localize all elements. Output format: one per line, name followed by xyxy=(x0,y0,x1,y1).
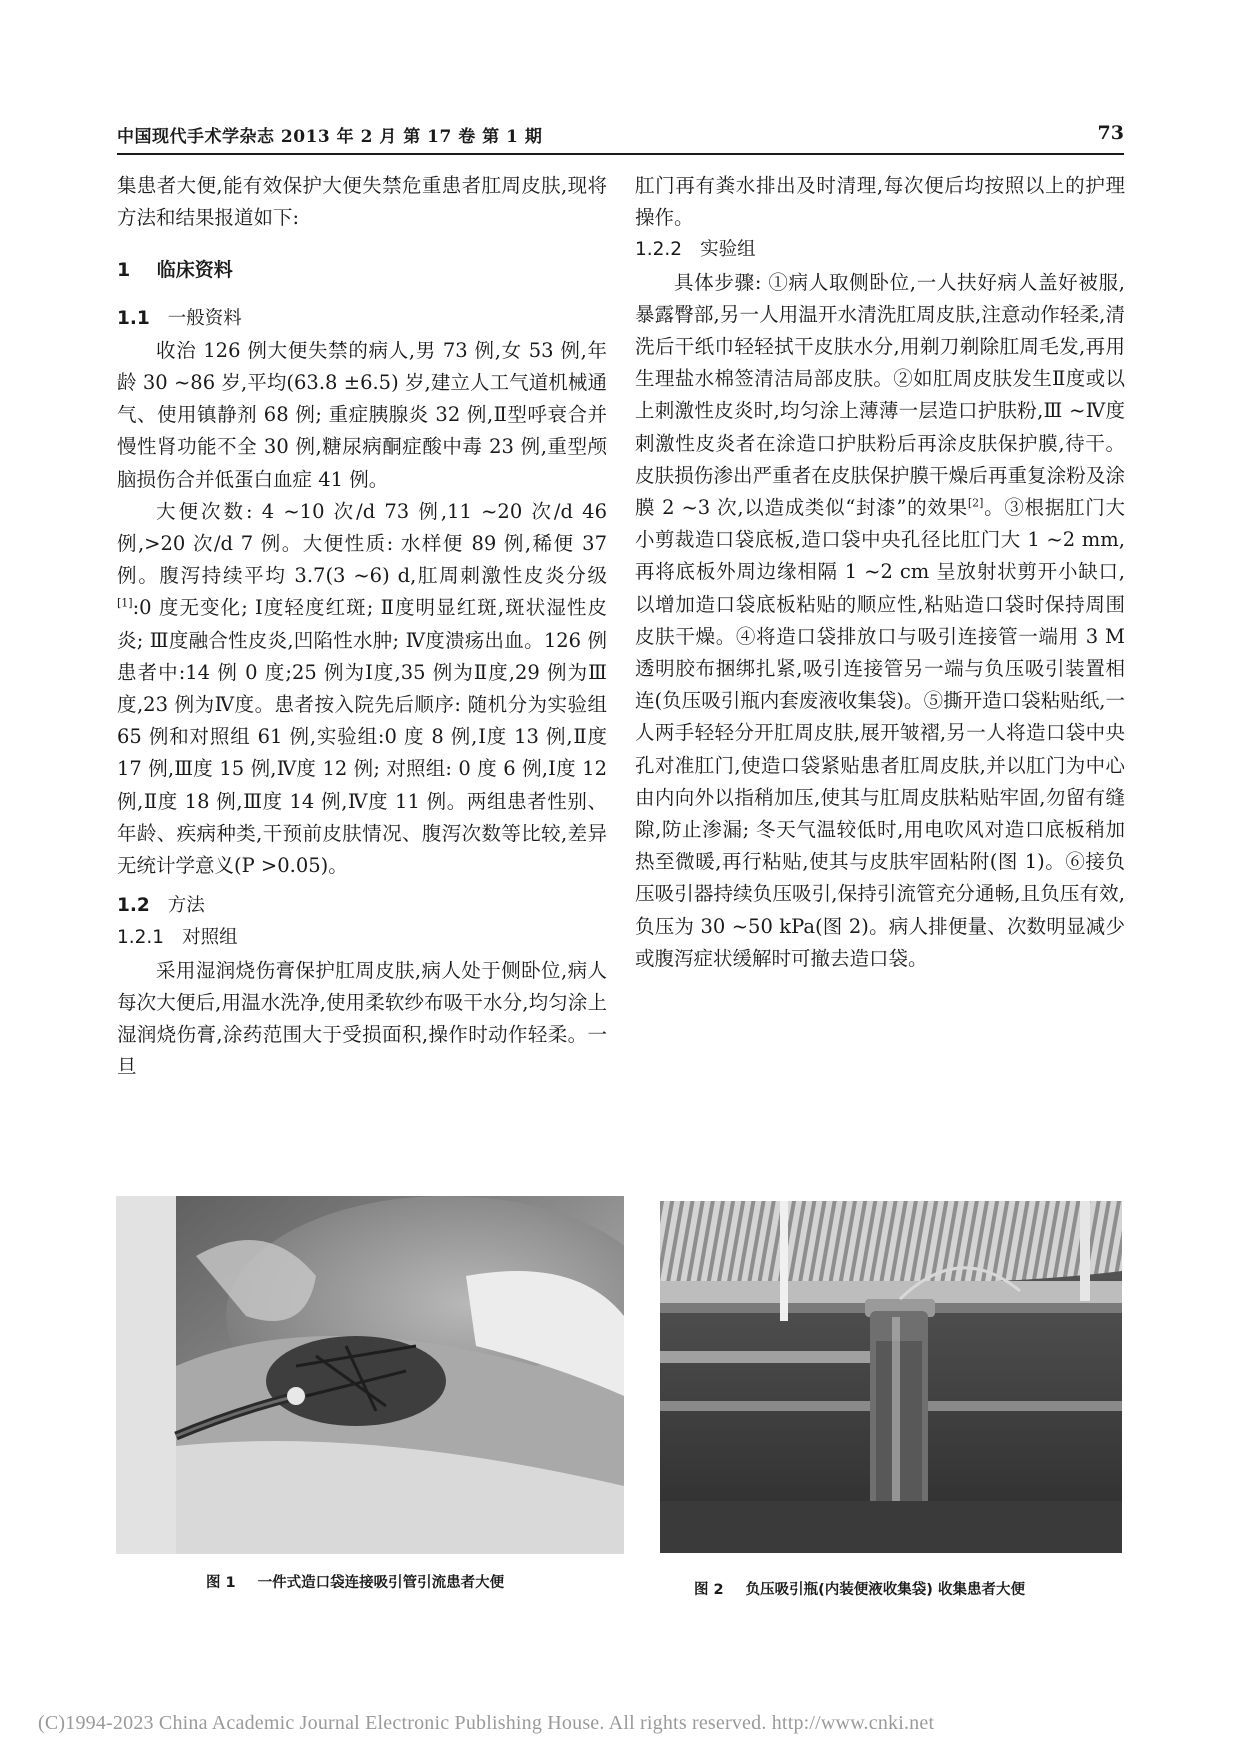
right-column xyxy=(635,170,1125,975)
figure-1-photo xyxy=(116,1196,624,1554)
section-heading-1 xyxy=(117,254,607,286)
page-number: 73 xyxy=(1097,122,1124,144)
stool-frequency-paragraph: 大便次数: 4 ~10 次/d 73 例,11 ~20 次/d 46 例,>20 次/d 7 例。大便性质: 水样便 89 例,稀便 37 例。腹泻持续平均 3.7(3 ~6) d,肛周刺激性皮炎分级[1]:0 度无变化; Ⅰ度轻度红斑; Ⅱ度明显红斑,斑状湿性皮炎; Ⅲ度融合性皮炎,凹陷性水肿; Ⅳ度溃疡出血。126 例患者中:14 例 0 度;25 例为Ⅰ度,35 例为Ⅱ度,29 例为Ⅲ度,23 例为Ⅳ度。患者按入院先后顺序: 随机分为实验组 65 例和对照组 61 例,实验组:0 度 8 例,Ⅰ度 13 例,Ⅱ度 17 例,Ⅲ度 15 例,Ⅳ度 12 例; 对照组: 0 度 6 例,Ⅰ度 12 例,Ⅱ度 18 例,Ⅲ度 14 例,Ⅳ度 11 例。两组患者性别、年龄、疾病种类,干预前皮肤情况、腹泻次数等比较,差异无统计学意义(P >0.05)。 xyxy=(117,499,607,878)
subsection-title: 实验组 xyxy=(700,239,756,261)
subsection-heading-1-2 xyxy=(117,890,607,922)
figure-label: 图 2 xyxy=(694,1582,724,1598)
left-column xyxy=(117,170,607,1083)
section-title: 临床资料 xyxy=(156,259,233,282)
figure-2-photo xyxy=(660,1201,1122,1553)
journal-citation: 中国现代手术学杂志 2013 年 2 月 第 17 卷 第 1 期 xyxy=(117,127,543,147)
general-info-paragraph: 收治 126 例大便失禁的病人,男 73 例,女 53 例,年龄 30 ~86 岁,平均(63.8 ±6.5) 岁,建立人工气道机械通气、使用镇静剂 68 例; 重症胰腺炎 32 例,Ⅱ型呼衰合并慢性肾功能不全 30 例,糖尿病酮症酸中毒 23 例,重型颅脑损伤合并低蛋白血症 41 例。 xyxy=(117,338,607,491)
citation-ref-2[interactable]: [2] xyxy=(967,496,984,510)
experimental-group-paragraph: 具体步骤: ①病人取侧卧位,一人扶好病人盖好被服,暴露臀部,另一人用温开水清洗肛周皮肤,注意动作轻柔,清洗后干纸巾轻轻拭干皮肤水分,用剃刀剃除肛周毛发,再用生理盐水棉签清洁局部皮肤。②如肛周皮肤发生Ⅱ度或以上刺激性皮炎时,均匀涂上薄薄一层造口护肤粉,Ⅲ ~Ⅳ度刺激性皮炎者在涂造口护肤粉后再涂皮肤保护膜,待干。皮肤损伤渗出严重者在皮肤保护膜干燥后再重复涂粉及涂膜 2 ~3 次,以造成类似“封漆”的效果[2]。③根据肛门大小剪裁造口袋底板,造口袋中央孔径比肛门大 1 ~2 mm,再将底板外周边缘相隔 1 ~2 cm 呈放射状剪开小缺口,以增加造口袋底板粘贴的顺应性,粘贴造口袋时保持周围皮肤干燥。④将造口袋排放口与吸引连接管一端用 3 M 透明胶布捆绑扎紧,吸引连接管另一端与负压吸引装置相连(负压吸引瓶内套废液收集袋)。⑤撕开造口袋粘贴纸,一人两手轻轻分开肛周皮肤,展开皱褶,另一人将造口袋中央孔对准肛门,使造口袋紧贴患者肛周皮肤,并以肛门为中心由内向外以指稍加压,使其与肛周皮肤粘贴牢固,勿留有缝隙,防止渗漏; 冬天气温较低时,用电吹风对造口底板稍加热至微暖,再行粘贴,使其与皮肤牢固粘附(图 1)。⑥接负压吸引器持续负压吸引,保持引流管充分通畅,且负压有效,负压为 30 ~50 kPa(图 2)。病人排便量、次数明显减少或腹泻症状缓解时可撤去造口袋。 xyxy=(635,270,1125,970)
figure-caption-text: 一件式造口袋连接吸引管引流患者大便 xyxy=(257,1575,505,1591)
intro-paragraph-end: 集患者大便,能有效保护大便失禁危重患者肛周皮肤,现将方法和结果报道如下: xyxy=(117,174,607,230)
header-rule xyxy=(117,153,1124,155)
subsection-title: 一般资料 xyxy=(167,307,242,329)
control-group-paragraph-end: 肛门再有粪水排出及时清理,每次便后均按照以上的护理操作。 xyxy=(635,174,1125,230)
subsection-number: 1.2.2 xyxy=(635,239,683,261)
subsection-number: 1.1 xyxy=(117,307,150,329)
figure-caption-text: 负压吸引瓶(内装便液收集袋) 收集患者大便 xyxy=(745,1582,1025,1598)
citation-ref-1[interactable]: [1] xyxy=(117,596,133,610)
subsection-title: 方法 xyxy=(167,895,205,917)
copyright-footer: (C)1994-2023 China Academic Journal Electronic Publishing House. All rights reserved. http://www.cnki.net xyxy=(38,1712,935,1734)
figure-label: 图 1 xyxy=(206,1575,236,1591)
control-group-paragraph: 采用湿润烧伤膏保护肛周皮肤,病人处于侧卧位,病人每次大便后,用温水洗净,使用柔软纱布吸干水分,均匀涂上湿润烧伤膏,涂药范围大于受损面积,操作时动作轻柔。一旦 xyxy=(117,958,607,1079)
subsection-title: 对照组 xyxy=(182,927,238,949)
running-header xyxy=(117,122,1124,152)
subsection-heading-1-2-1 xyxy=(117,922,607,954)
figure-1-caption xyxy=(206,1571,504,1592)
subsection-number: 1.2 xyxy=(117,895,150,917)
subsection-number: 1.2.1 xyxy=(117,927,165,949)
subsection-heading-1-1 xyxy=(117,303,607,335)
figure-2-caption xyxy=(694,1578,1025,1599)
subsection-heading-1-2-2 xyxy=(635,234,1125,266)
section-number: 1 xyxy=(117,259,131,282)
